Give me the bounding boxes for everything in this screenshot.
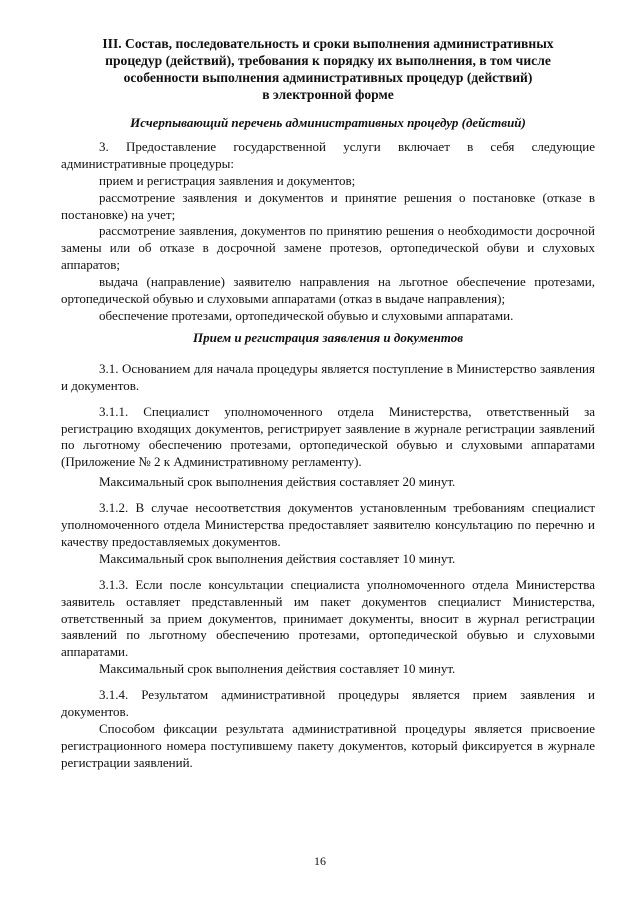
max-time-note: Максимальный срок выполнения действия составляет 20 минут. xyxy=(99,474,456,490)
section-heading-line: в электронной форме xyxy=(262,87,394,102)
section-heading-line: III. Состав, последовательность и сроки выполнения административных xyxy=(102,36,554,51)
section-heading-line: особенности выполнения административных процедур (действий) xyxy=(123,70,533,85)
subheading-procedures-list: Исчерпывающий перечень административных процедур (действий) xyxy=(130,115,526,130)
subheading-reception: Прием и регистрация заявления и документов xyxy=(192,329,464,345)
max-time-note: Максимальный срок выполнения действия составляет 10 минут. xyxy=(99,550,456,566)
list-item: выдача (направление) заявителю направления на льготное обеспечение протезами, ортопедической обувью и слуховыми аппаратами (отказ в выдаче направления); xyxy=(61,274,595,307)
max-time-note: Максимальный срок выполнения действия составляет 10 минут. xyxy=(99,661,456,677)
paragraph-3-1-4: 3.1.4. Результатом административной процедуры является прием заявления и документов. xyxy=(61,687,595,720)
paragraph-3-1-3: 3.1.3. Если после консультации специалиста уполномоченного отдела Министерства заявитель оставляет представленный им пакет документов специалист Министерства, ответственный за прием документов, принимает документы, вносит в журнал регистрации заявлений по льготному обеспечению протезами, ортопедической обувью и слуховыми аппаратами. xyxy=(61,576,595,660)
page-number: 16 xyxy=(314,854,326,868)
section-heading-line: процедур (действий), требования к порядку их выполнения, в том числе xyxy=(105,53,551,68)
section-heading xyxy=(61,35,595,103)
paragraph-3-1-2: 3.1.2. В случае несоответствия документов установленным требованиям специалист уполномоченного отдела Министерства предоставляет заявителю консультацию по перечню и качеству предоставляемых документов. xyxy=(61,500,595,549)
page-content xyxy=(61,35,595,772)
list-item: обеспечение протезами, ортопедической обувью и слуховыми аппаратами. xyxy=(99,307,514,323)
paragraph-fixation: Способом фиксации результата административной процедуры является присвоение регистрационного номера поступившему пакету документов, который фиксируется в журнале регистрации заявлений. xyxy=(61,721,595,770)
paragraph-3: 3. Предоставление государственной услуги включает в себя следующие административные процедуры: xyxy=(61,138,595,171)
paragraph-3-1: 3.1. Основанием для начала процедуры является поступление в Министерство заявления и документов. xyxy=(61,360,595,393)
paragraph-3-1-1: 3.1.1. Специалист уполномоченного отдела Министерства, ответственный за регистрацию входящих документов, регистрирует заявление в журнале регистрации заявлений по льготному обеспечению протезами, ортопедической обувью и слуховыми аппаратами (Приложение № 2 к Административному регламенту). xyxy=(61,403,595,470)
list-item: рассмотрение заявления и документов и принятие решения о постановке (отказе в постановке) на учет; xyxy=(61,189,595,222)
list-item: рассмотрение заявления, документов по принятию решения о необходимости досрочной замены или об отказе в досрочной замене протезов, ортопедической обуви и слуховых аппаратов; xyxy=(61,223,595,273)
list-item: прием и регистрация заявления и документов; xyxy=(99,172,356,188)
